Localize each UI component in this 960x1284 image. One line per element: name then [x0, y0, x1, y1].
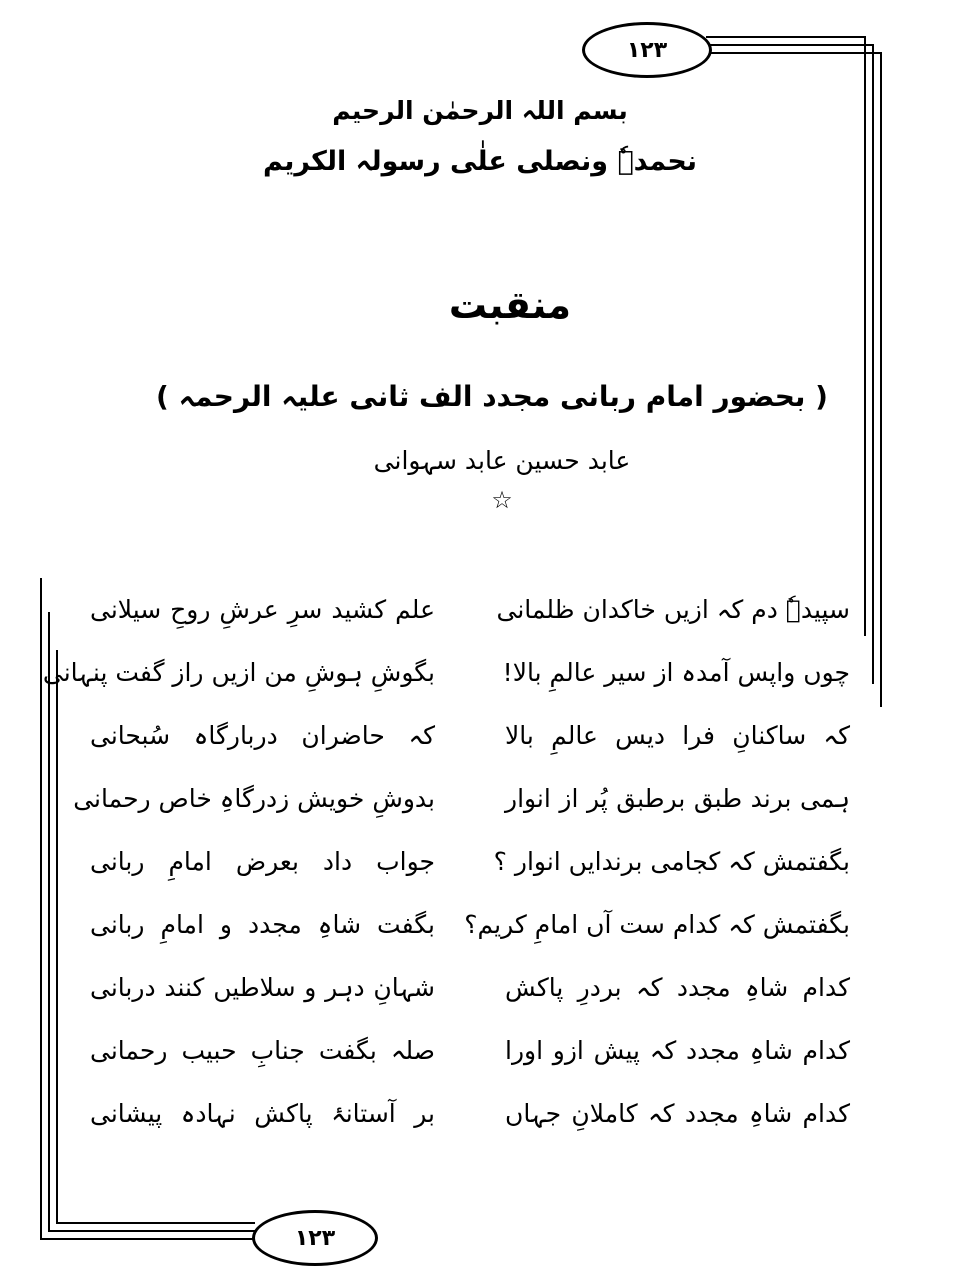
frame-top-line-1 — [706, 36, 866, 38]
hamd-line: نحمدہٗ ونصلی علٰی رسولہ الکریم — [263, 146, 697, 177]
verse-first-line: کدام شاہِ مجدد کہ بردرِ پاکش — [505, 973, 850, 1002]
verse-first-line: بگفتمش کہ کجامی برندایں انوار ؟ — [493, 847, 850, 876]
frame-left-line-1 — [40, 578, 42, 1238]
star-icon: ☆ — [491, 486, 513, 514]
poem-title: منقبت — [448, 283, 572, 327]
verse-first-line: کدام شاہِ مجدد کہ پیش ازو اورا — [505, 1036, 850, 1065]
page-number-bottom — [252, 1210, 378, 1266]
frame-top-line-2 — [706, 44, 874, 46]
verse-first-line: کدام شاہِ مجدد کہ کاملانِ جہاں — [505, 1099, 850, 1128]
frame-bottom-line-2 — [48, 1230, 255, 1232]
verse — [90, 1082, 850, 1145]
frame-left-line-3 — [56, 650, 58, 1222]
verse-second-line: بگوشِ ہوشِ من ازیں راز گفت پنہانی — [42, 658, 435, 687]
poem-author: عابد حسین عابد سہوانی — [373, 446, 631, 475]
verse-first-line: کہ ساکنانِ فرا دیس عالمِ بالا — [505, 721, 850, 750]
page-number-bottom-text: ۱۲۳ — [294, 1225, 336, 1251]
frame-right-line-1 — [864, 36, 866, 636]
frame-top-line-3 — [706, 52, 882, 54]
verse-second-line: کہ حاضران دربارگاہ سُبحانی — [90, 721, 435, 750]
verse-first-line: ہمی برند طبق برطبق پُر از انوار — [505, 784, 850, 813]
verse-second-line: جواب داد بعرض امامِ ربانی — [90, 847, 435, 876]
verse-first-line: بگفتمش کہ کدام ست آں امامِ کریم؟ — [464, 910, 850, 939]
verse-second-line: بر آستانۂ پاکش نہادہ پیشانی — [90, 1099, 435, 1128]
verse — [42, 641, 850, 704]
frame-bottom-line-3 — [56, 1222, 255, 1224]
verse — [90, 704, 850, 767]
verse-first-line: سپیدہٗ دم کہ ازیں خاکدان ظلمانی — [496, 595, 850, 624]
page-number-top — [582, 22, 712, 78]
verse — [90, 956, 850, 1019]
verse-second-line: صلہ بگفت جنابِ حبیب رحمانی — [90, 1036, 435, 1065]
bismillah: بسم اللہ الرحمٰن الرحیم — [332, 96, 628, 125]
verse-first-line: چوں واپس آمدہ از سیر عالمِ بالا! — [502, 658, 850, 687]
verse — [90, 1019, 850, 1082]
page-number-top-text: ۱۲۳ — [626, 37, 668, 63]
verse — [73, 767, 850, 830]
poem-subtitle: ( بحضور امام ربانی مجدد الف ثانی علیہ الرحمہ ) — [156, 380, 828, 413]
poem-body — [42, 578, 850, 1145]
frame-left-line-2 — [48, 612, 50, 1230]
verse-second-line: بگفت شاہِ مجدد و امامِ ربانی — [90, 910, 435, 939]
verse-second-line: علم کشید سرِ عرشِ روحِ سیلانی — [90, 595, 435, 624]
verse — [90, 830, 850, 893]
verse-second-line: شہانِ دہر و سلاطیں کنند دربانی — [90, 973, 435, 1002]
verse — [90, 578, 850, 641]
frame-right-line-2 — [872, 44, 874, 684]
verse-second-line: بدوشِ خویش زدرگاہِ خاص رحمانی — [73, 784, 435, 813]
frame-bottom-line-1 — [40, 1238, 255, 1240]
verse — [90, 893, 850, 956]
